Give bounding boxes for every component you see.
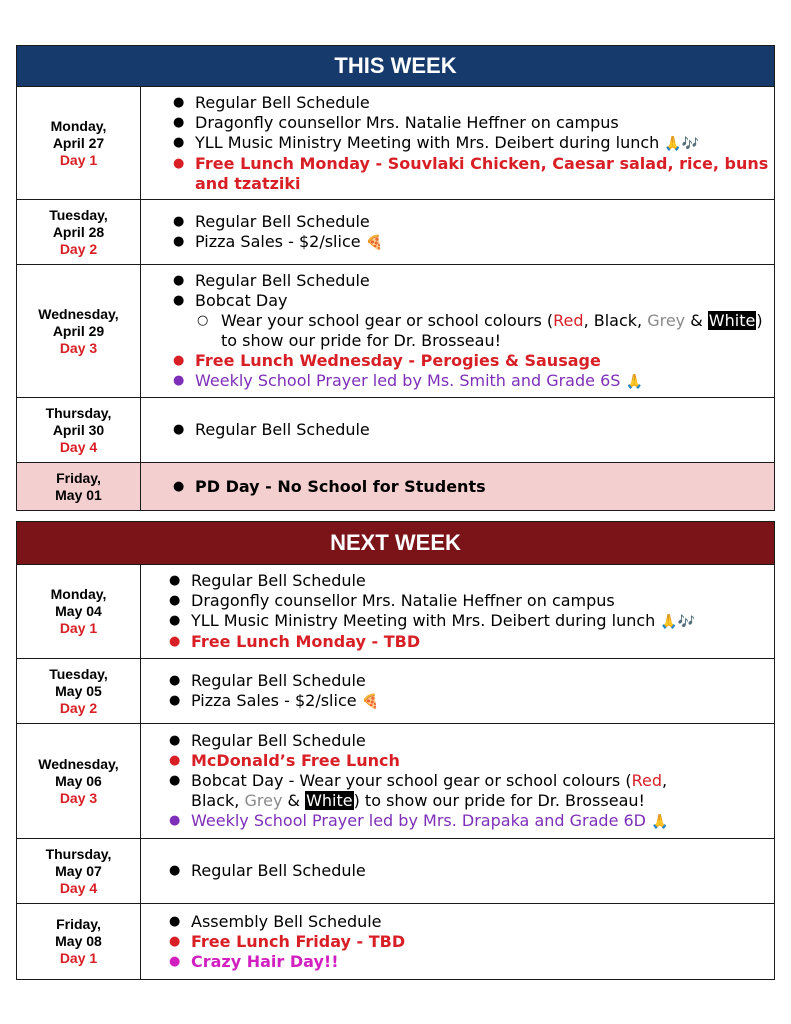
- list-item: ● McDonald’s Free Lunch: [169, 751, 774, 771]
- day-row-friday: [17, 463, 774, 510]
- list-item: ● Crazy Hair Day!!: [169, 952, 774, 972]
- day-cell: Monday, May 04 Day 1: [17, 565, 141, 658]
- schedule-list: [141, 398, 774, 462]
- schedule-list: [141, 463, 774, 510]
- schedule-list: [141, 87, 774, 199]
- this-week-table: [16, 45, 775, 511]
- list-item: ● Dragonfly counsellor Mrs. Natalie Heffner on campus: [169, 591, 774, 611]
- day-cell: Friday, May 01: [17, 463, 141, 510]
- list-item: ● Free Lunch Monday - TBD: [169, 632, 774, 652]
- next-week-banner: NEXT WEEK: [17, 522, 774, 565]
- day-cell: Wednesday, April 29 Day 3: [17, 265, 141, 397]
- list-item: ● Pizza Sales - $2/slice 🍕: [173, 232, 774, 253]
- list-item: ● Bobcat Day: [173, 291, 774, 311]
- sub-list-item: ○ Wear your school gear or school colours (Red, Black, Grey & White) to show our pride for Dr. Brosseau!: [173, 311, 774, 351]
- schedule-list: [141, 659, 774, 723]
- day-row-friday: [17, 904, 774, 979]
- list-item: ● YLL Music Ministry Meeting with Mrs. Deibert during lunch 🙏🎶: [173, 133, 774, 154]
- day-row-tuesday: [17, 659, 774, 724]
- schedule-list: [141, 839, 774, 903]
- list-item: ● Regular Bell Schedule: [169, 861, 774, 881]
- list-item: ● Free Lunch Wednesday - Perogies & Sausage: [173, 351, 774, 371]
- pizza-icon: 🍕: [361, 693, 380, 710]
- day-cell: Tuesday, May 05 Day 2: [17, 659, 141, 723]
- music-notes-icon: 🎶: [681, 135, 700, 152]
- list-item: ● Weekly School Prayer led by Mrs. Drapaka and Grade 6D 🙏: [169, 811, 774, 832]
- list-item: ● Dragonfly counsellor Mrs. Natalie Heffner on campus: [173, 113, 774, 133]
- list-item: ● Free Lunch Monday - Souvlaki Chicken, Caesar salad, rice, buns and tzatziki: [173, 154, 774, 194]
- praying-hands-icon: 🙏: [660, 614, 678, 630]
- list-item: ● Regular Bell Schedule: [173, 420, 774, 440]
- list-item: ● Assembly Bell Schedule: [169, 912, 774, 932]
- schedule-list: [141, 724, 774, 838]
- list-item: ● Regular Bell Schedule: [173, 212, 774, 232]
- day-row-thursday: [17, 839, 774, 904]
- list-item: ● Regular Bell Schedule: [169, 731, 774, 751]
- schedule-list: [141, 904, 774, 979]
- list-item: ● Regular Bell Schedule: [173, 93, 774, 113]
- day-cell: Monday, April 27 Day 1: [17, 87, 141, 199]
- praying-hands-icon: 🙏: [651, 813, 669, 830]
- list-item: ● Weekly School Prayer led by Ms. Smith and Grade 6S 🙏: [173, 371, 774, 392]
- list-item: ● PD Day - No School for Students: [173, 477, 774, 497]
- list-item: ● Regular Bell Schedule: [169, 671, 774, 691]
- day-row-monday: [17, 87, 774, 200]
- list-item: ● Regular Bell Schedule: [169, 571, 774, 591]
- list-item: ● Free Lunch Friday - TBD: [169, 932, 774, 952]
- list-item: ● YLL Music Ministry Meeting with Mrs. Deibert during lunch 🙏🎶: [169, 611, 774, 632]
- music-notes-icon: 🎶: [677, 614, 696, 630]
- day-cell: Tuesday, April 28 Day 2: [17, 200, 141, 264]
- list-item: ● Pizza Sales - $2/slice 🍕: [169, 691, 774, 712]
- day-cell: Thursday, May 07 Day 4: [17, 839, 141, 903]
- day-row-wednesday: [17, 265, 774, 398]
- day-cell: Thursday, April 30 Day 4: [17, 398, 141, 462]
- next-week-table: [16, 521, 775, 980]
- praying-hands-icon: 🙏: [625, 373, 643, 390]
- day-row-thursday: [17, 398, 774, 463]
- list-item: ● Regular Bell Schedule: [173, 271, 774, 291]
- pizza-icon: 🍕: [365, 234, 384, 251]
- schedule-list: [141, 200, 774, 264]
- list-item: ● Bobcat Day - Wear your school gear or school colours (Red, Black, Grey & White) to show our pride for Dr. Brosseau!: [169, 771, 774, 811]
- schedule-list: [141, 565, 774, 658]
- schedule-list: [141, 265, 774, 397]
- this-week-banner: THIS WEEK: [17, 46, 774, 87]
- day-row-monday: [17, 565, 774, 659]
- day-cell: Wednesday, May 06 Day 3: [17, 724, 141, 838]
- praying-hands-icon: 🙏: [664, 135, 682, 152]
- day-row-wednesday: [17, 724, 774, 839]
- day-row-tuesday: [17, 200, 774, 265]
- day-cell: Friday, May 08 Day 1: [17, 904, 141, 979]
